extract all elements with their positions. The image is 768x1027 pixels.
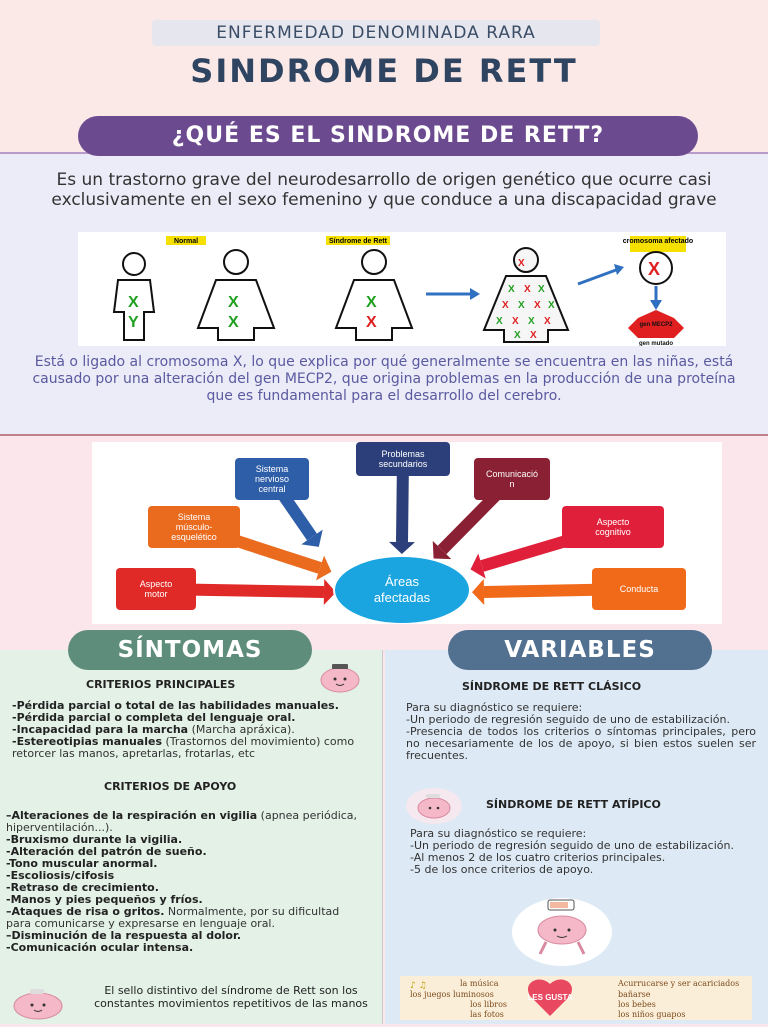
clasico-title: SÍNDROME DE RETT CLÁSICO [462, 680, 642, 693]
list-item-bold: -Pérdida parcial o total de las habilidades manuales. [12, 699, 339, 712]
svg-text:X: X [528, 316, 535, 327]
likes-left-line: las fotos [470, 1010, 504, 1019]
list-item-detail: Normalmente, por su dificultad para comunicarse y expresarse en lenguaje oral. [6, 905, 340, 930]
list-item [6, 810, 366, 834]
svg-text:X: X [512, 316, 519, 327]
list-item-bold: -Alteración del patrón de sueño. [6, 845, 207, 858]
area-label: motor [144, 589, 168, 599]
area-label: cognitivo [595, 527, 631, 537]
area-label: Problemas [381, 449, 425, 459]
areas-center-label: Áreas [385, 574, 419, 589]
svg-text:X: X [228, 294, 239, 311]
list-item [6, 942, 366, 954]
area-label: Sistema [255, 464, 289, 474]
list-item-bold: -Bruxismo durante la vigilia. [6, 833, 183, 846]
principal-title: CRITERIOS PRINCIPALES [86, 678, 236, 691]
likes-left-line: los juegos luminosos [410, 990, 494, 999]
sintomas-footer: El sello distintivo del síndrome de Rett son los constantes movimientos repetitivos de las manos [94, 984, 368, 1010]
area-label: Conducta [619, 584, 659, 594]
label-normal: Normal [173, 238, 199, 245]
svg-text:X: X [508, 284, 515, 295]
area-arrowhead [472, 579, 484, 605]
list-item-bold: -Pérdida parcial o completa del lenguaje oral. [12, 711, 296, 724]
likes-center: LES GUSTA [527, 993, 573, 1002]
area-label: esquelético [171, 532, 217, 542]
svg-text:X: X [502, 300, 509, 311]
label-chromosome: cromosoma afectado [622, 238, 694, 245]
genetics-illustration [78, 232, 726, 346]
text-line: Para su diagnóstico se requiere: [410, 827, 587, 840]
label-gene: gen MECP2 [639, 322, 673, 328]
area-label: Aspecto [139, 579, 173, 589]
area-label: Aspecto [596, 517, 630, 527]
page-title: SINDROME DE RETT [190, 52, 578, 90]
atipico-title: SÍNDROME DE RETT ATÍPICO [486, 798, 661, 811]
apoyo-title: CRITERIOS DE APOYO [104, 780, 237, 793]
text-line: -Presencia de todos los criterios o síntomas principales, pero no necesariamente de los de apoyo, si bien estos suelen ser frecuentes. [406, 725, 756, 762]
area-label: nervioso [254, 474, 290, 484]
list-item-bold: -Escoliosis/cifosis [6, 869, 115, 882]
likes-left-line: la música [460, 979, 499, 988]
label-rett: Síndrome de Rett [329, 238, 387, 245]
areas-diagram [92, 442, 722, 624]
area-label: Sistema [177, 512, 211, 522]
brain-icon-small [10, 986, 66, 1027]
svg-text:X: X [128, 294, 139, 311]
label-mutated: gen mutado [639, 341, 673, 346]
apoyo-list [6, 810, 366, 954]
areas-svg [92, 442, 722, 624]
atipico-text [410, 828, 750, 876]
svg-text:X: X [538, 284, 545, 295]
definition-text: Es un trastorno grave del neurodesarrollo de origen genético que ocurre casi exclusivamente en el sexo femenino y que conduce a una discapacidad grave [51, 170, 717, 210]
svg-text:X: X [496, 316, 503, 327]
svg-text:X: X [530, 330, 537, 341]
area-label: Comunicació [485, 469, 539, 479]
text-line: Para su diagnóstico se requiere: [406, 701, 583, 714]
list-item-detail: (apnea periódica, hiperventilación...). [6, 809, 358, 834]
brain-icon [318, 662, 362, 699]
svg-text:X: X [518, 300, 525, 311]
sintomas-pill: SÍNTOMAS [68, 630, 312, 670]
list-item-bold: -Retraso de crecimiento. [6, 881, 159, 894]
list-item-bold: -Manos y pies pequeños y fríos. [6, 893, 203, 906]
area-arrowhead [389, 542, 415, 554]
svg-text:X: X [366, 294, 377, 311]
likes-banner [400, 976, 752, 1020]
svg-text:Y: Y [128, 314, 139, 331]
explanation-text: Está o ligado al cromosoma X, lo que explica por qué generalmente se encuentra en las niñas, está causado por una alteración del gen MECP2, que origina problemas en la producción de una proteína que es fundamental para el desarrollo del cerebro. [32, 354, 736, 404]
svg-text:X: X [648, 259, 661, 279]
svg-text:X: X [534, 300, 541, 311]
area-label: n [509, 479, 515, 489]
text-line: -Un periodo de regresión seguido de uno de estabilización. [406, 713, 730, 726]
list-item-bold: -Incapacidad para la marcha [12, 723, 189, 736]
svg-text:X: X [514, 330, 521, 341]
variables-pill: VARIABLES [448, 630, 712, 670]
areas-center-label: afectadas [373, 590, 431, 605]
list-item-bold: –Disminución de la respuesta al dolor. [6, 929, 242, 942]
list-item-bold: –Alteraciones de la respiración en vigilia [6, 809, 258, 822]
text-line: -Al menos 2 de los cuatro criterios principales. [410, 851, 666, 864]
svg-text:X: X [544, 316, 551, 327]
brain-icon-atipico [404, 786, 464, 831]
brain-battery-icon [512, 896, 612, 971]
genetics-figure [78, 232, 726, 346]
likes-right-line: los bebes [618, 1000, 656, 1009]
area-label: músculo- [175, 522, 213, 532]
list-item-bold: –Ataques de risa o gritos. [6, 905, 165, 918]
clasico-text [406, 702, 756, 762]
likes-left-line: los libros [470, 1000, 508, 1009]
svg-text:♪ ♫: ♪ ♫ [410, 981, 427, 991]
text-line: -5 de los once criterios de apoyo. [410, 863, 594, 876]
area-label: central [258, 484, 286, 494]
list-item-bold: -Tono muscular anormal. [6, 857, 158, 870]
likes-right-line: los niños guapos [618, 1010, 686, 1019]
cells-figure [484, 248, 568, 342]
likes-right-line: bañarse [618, 990, 651, 999]
area-label: secundarios [378, 459, 428, 469]
likes-right-line: Acurrucarse y ser acariciados [618, 979, 740, 988]
list-item-bold: -Comunicación ocular intensa. [6, 941, 194, 954]
svg-text:X: X [228, 314, 239, 331]
svg-text:X: X [366, 314, 377, 331]
svg-text:X: X [548, 300, 555, 311]
question-banner: ¿QUÉ ES EL SINDROME DE RETT? [78, 116, 698, 156]
principal-list [12, 700, 372, 760]
list-item-detail: (Trastornos del movimiento) como retorcer las manos, apretarlas, frotarlas, etc [12, 735, 355, 760]
supertitle: ENFERMEDAD DENOMINADA RARA [152, 20, 600, 46]
list-item-bold: -Estereotipias manuales [12, 735, 163, 748]
svg-text:X: X [518, 258, 525, 269]
list-item [12, 736, 372, 760]
list-item [6, 906, 366, 930]
list-item-detail: (Marcha apráxica). [188, 723, 295, 736]
text-line: -Un periodo de regresión seguido de uno de estabilización. [410, 839, 734, 852]
svg-text:X: X [524, 284, 531, 295]
